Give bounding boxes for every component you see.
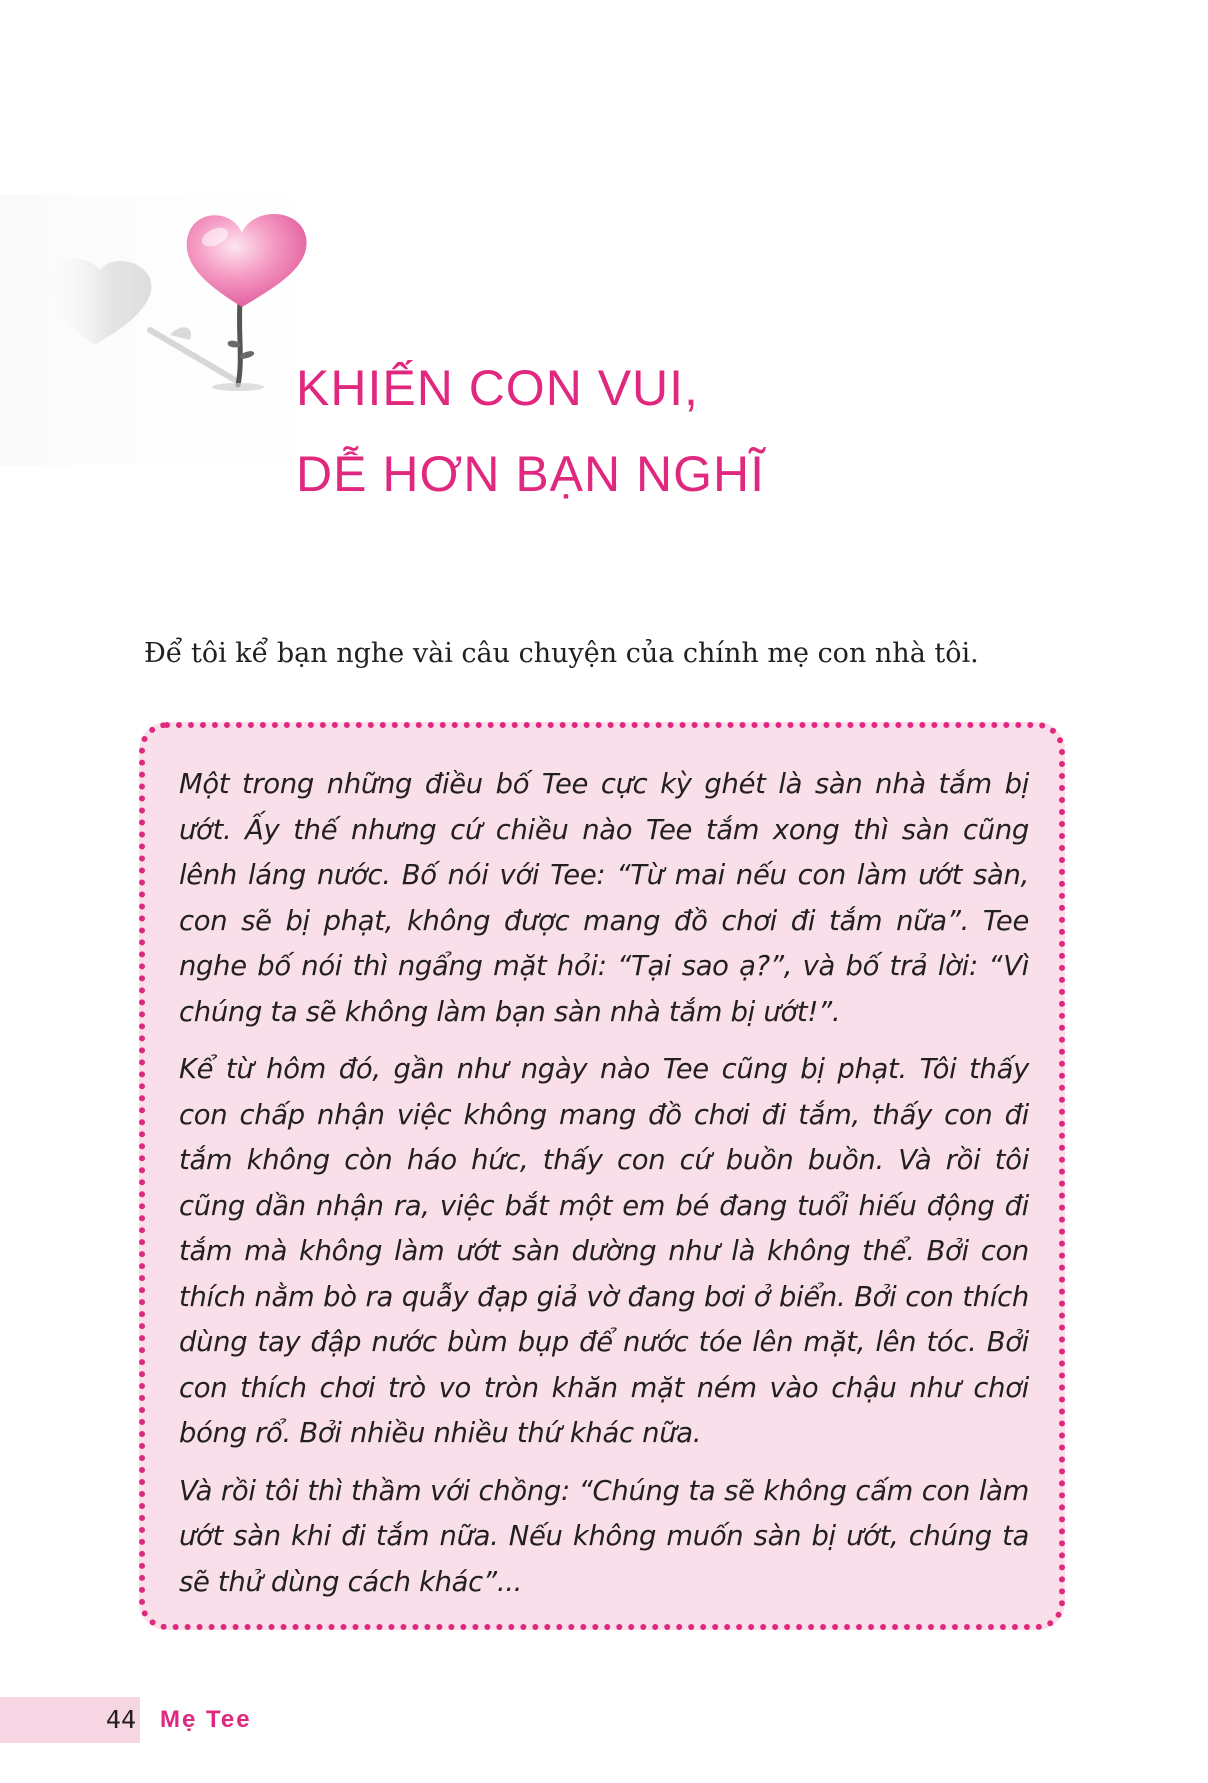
- chapter-title-line-1: KHIẾN CON VUI,: [296, 360, 699, 416]
- story-paragraph: Kể từ hôm đó, gần như ngày nào Tee cũng bị phạt. Tôi thấy con chấp nhận việc không mang đồ chơi đi tắm, thấy con đi tắm không còn háo hức, thấy con cứ buồn buồn. Và rồi tôi cũng dần nhận ra, việc bắt một em bé đang tuổi hiếu động đi tắm mà không làm ướt sàn dường như là không thể. Bởi con thích nằm bò ra quẫy đạp giả vờ đang bơi ở biển. Bởi con thích dùng tay đập nước bùm bụp để nước tóe lên mặt, lên tóc. Bởi con thích chơi trò vo tròn khăn mặt ném vào chậu như chơi bóng rổ. Bởi nhiều nhiều thứ khác nữa.: [179, 1054, 1029, 1449]
- chapter-title-line-2: DỄ HƠN BẠN NGHĨ: [296, 446, 766, 502]
- page-number: 44: [105, 1705, 136, 1734]
- story-paragraph: Và rồi tôi thì thầm với chồng: “Chúng ta sẽ không cấm con làm ướt sàn khi đi tắm nữa. Nếu không muốn sàn bị ướt, chúng ta sẽ thử dùng cách khác”...: [179, 1475, 1029, 1598]
- chapter-title: [296, 345, 765, 517]
- story-paragraph: Một trong những điều bố Tee cực kỳ ghét là sàn nhà tắm bị ướt. Ấy thế nhưng cứ chiều nào Tee tắm xong thì sàn cũng lênh láng nước. Bố nói với Tee: “Từ mai nếu con làm ướt sàn, con sẽ bị phạt, không được mang đồ chơi đi tắm nữa”. Tee nghe bố nói thì ngẩng mặt hỏi: “Tại sao ạ?”, và bố trả lời: “Vì chúng ta sẽ không làm bạn sàn nhà tắm bị ướt!”.: [179, 769, 1029, 1028]
- story-box: [139, 722, 1065, 1630]
- intro-sentence: Để tôi kể bạn nghe vài câu chuyện của chính mẹ con nhà tôi.: [144, 638, 979, 669]
- running-head: Mẹ Tee: [160, 1706, 252, 1733]
